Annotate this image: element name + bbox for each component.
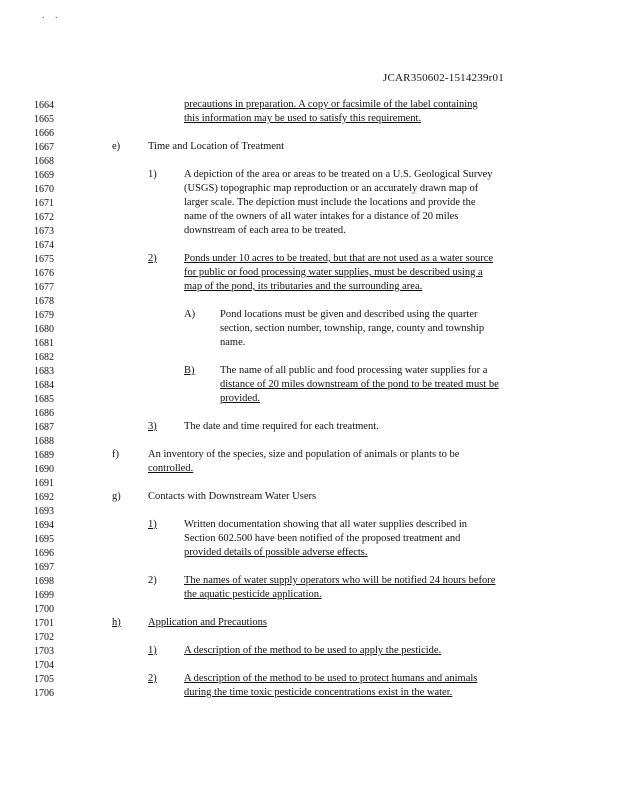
line-number: 1683 <box>34 366 54 377</box>
text-line: An inventory of the species, size and population of animals or plants to be <box>148 449 460 460</box>
item-label: 3) <box>148 421 157 432</box>
line-number: 1691 <box>34 478 54 489</box>
text-line: the aquatic pesticide application. <box>184 589 322 600</box>
item-label: h) <box>112 617 121 628</box>
text-line: distance of 20 miles downstream of the pond to be treated must be <box>220 379 499 390</box>
line-number: 1672 <box>34 212 54 223</box>
line-number: 1674 <box>34 240 54 251</box>
line-number: 1664 <box>34 100 54 111</box>
line-number: 1697 <box>34 562 54 573</box>
line-number: 1669 <box>34 170 54 181</box>
item-label: 2) <box>148 253 157 264</box>
text-line: downstream of each area to be treated. <box>184 225 346 236</box>
item-label: 1) <box>148 169 157 180</box>
line-number: 1692 <box>34 492 54 503</box>
text-line: precautions in preparation. A copy or facsimile of the label containing <box>184 99 478 110</box>
line-number: 1701 <box>34 618 54 629</box>
text-line: map of the pond, its tributaries and the surrounding area. <box>184 281 423 292</box>
text-line: The date and time required for each treatment. <box>184 421 379 432</box>
line-number: 1677 <box>34 282 54 293</box>
line-number: 1687 <box>34 422 54 433</box>
corner-mark: . . <box>42 10 62 21</box>
line-number: 1699 <box>34 590 54 601</box>
text-line: The name of all public and food processing water supplies for a <box>220 365 488 376</box>
line-number: 1667 <box>34 142 54 153</box>
item-label: f) <box>112 449 119 460</box>
text-line: A depiction of the area or areas to be treated on a U.S. Geological Survey <box>184 169 493 180</box>
text-line: A description of the method to be used to protect humans and animals <box>184 673 478 684</box>
line-number: 1666 <box>34 128 54 139</box>
line-number: 1700 <box>34 604 54 615</box>
line-number: 1693 <box>34 506 54 517</box>
line-number: 1689 <box>34 450 54 461</box>
line-number: 1665 <box>34 114 54 125</box>
text-line: Ponds under 10 acres to be treated, but that are not used as a water source <box>184 253 494 264</box>
line-number: 1695 <box>34 534 54 545</box>
line-number: 1680 <box>34 324 54 335</box>
line-number: 1681 <box>34 338 54 349</box>
section-heading: Time and Location of Treatment <box>148 141 285 152</box>
line-number: 1678 <box>34 296 54 307</box>
text-line: for public or food processing water supplies, must be described using a <box>184 267 483 278</box>
line-number: 1690 <box>34 464 54 475</box>
text-line: Section 602.500 have been notified of the proposed treatment and <box>184 533 461 544</box>
line-number: 1703 <box>34 646 54 657</box>
text-line: provided details of possible adverse effects. <box>184 547 368 558</box>
line-number: 1668 <box>34 156 54 167</box>
line-number: 1706 <box>34 688 54 699</box>
item-label: B) <box>184 365 195 376</box>
text-line: (USGS) topographic map reproduction or an accurately drawn map of <box>184 183 479 194</box>
line-number: 1671 <box>34 198 54 209</box>
line-number: 1676 <box>34 268 54 279</box>
text-line: controlled. <box>148 463 194 474</box>
item-label: 2) <box>148 673 157 684</box>
line-number: 1694 <box>34 520 54 531</box>
text-line: The names of water supply operators who will be notified 24 hours before <box>184 575 496 586</box>
line-number: 1698 <box>34 576 54 587</box>
line-number: 1704 <box>34 660 54 671</box>
text-line: name. <box>220 337 246 348</box>
line-number: 1684 <box>34 380 54 391</box>
text-line: Written documentation showing that all water supplies described in <box>184 519 468 530</box>
document-header: JCAR350602-1514239r01 <box>383 72 504 84</box>
text-line: section, section number, township, range, county and township <box>220 323 485 334</box>
text-line: name of the owners of all water intakes for a distance of 20 miles <box>184 211 459 222</box>
line-number: 1696 <box>34 548 54 559</box>
line-number: 1702 <box>34 632 54 643</box>
line-number: 1679 <box>34 310 54 321</box>
text-line: A description of the method to be used to apply the pesticide. <box>184 645 442 656</box>
text-line: Pond locations must be given and described using the quarter <box>220 309 478 320</box>
item-label: 1) <box>148 645 157 656</box>
line-number: 1682 <box>34 352 54 363</box>
item-label: A) <box>184 309 196 320</box>
line-number: 1675 <box>34 254 54 265</box>
line-number: 1685 <box>34 394 54 405</box>
item-label: g) <box>112 491 121 502</box>
line-number: 1705 <box>34 674 54 685</box>
text-line: provided. <box>220 393 260 404</box>
line-number: 1670 <box>34 184 54 195</box>
text-line: this information may be used to satisfy this requirement. <box>184 113 422 124</box>
section-heading: Application and Precautions <box>148 617 267 628</box>
line-number: 1686 <box>34 408 54 419</box>
line-number: 1688 <box>34 436 54 447</box>
item-label: 2) <box>148 575 157 586</box>
text-line: larger scale. The depiction must include the locations and provide the <box>184 197 476 208</box>
section-heading: Contacts with Downstream Water Users <box>148 491 317 502</box>
line-number: 1673 <box>34 226 54 237</box>
text-line: during the time toxic pesticide concentrations exist in the water. <box>184 687 453 698</box>
item-label: e) <box>112 141 121 152</box>
item-label: 1) <box>148 519 157 530</box>
